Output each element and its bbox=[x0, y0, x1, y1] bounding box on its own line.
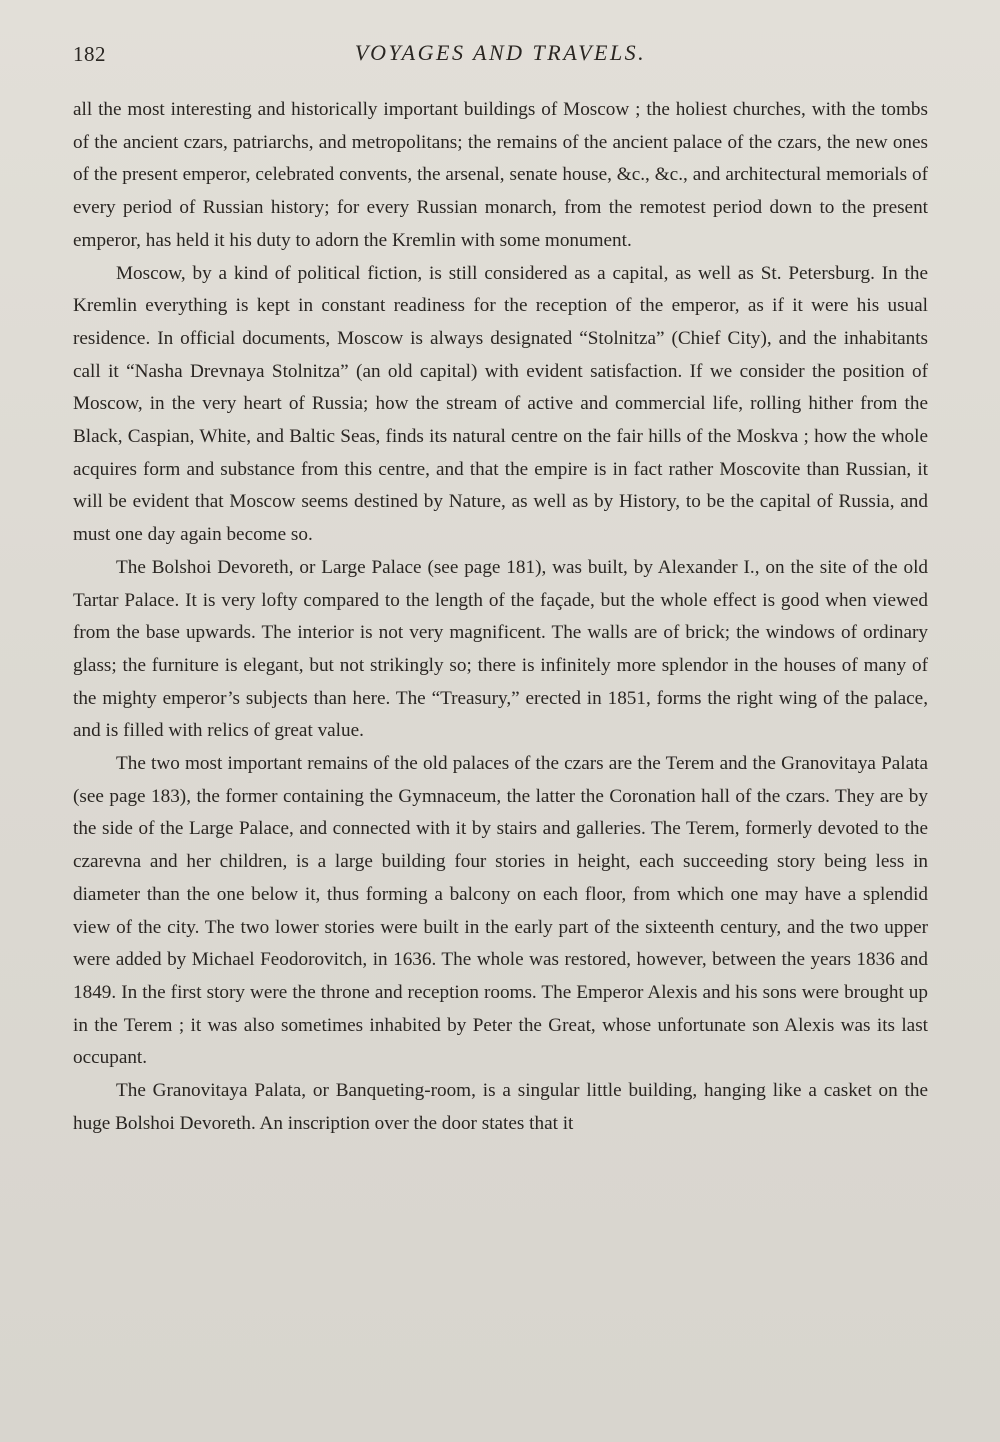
paragraph-bolshoi-devoreth: The Bolshoi Devoreth, or Large Palace (see page 181), was built, by Alexander I., on the site of the old Tartar Palace. It is very lofty compared to the length of the façade, but the whole effect is good when viewed from the base upwards. The interior is not very magnificent. The walls are of brick; the windows of ordinary glass; the furniture is elegant, but not strikingly so; there is infinitely more splendor in the houses of many of the mighty emperor’s subjects than here. The “Treasury,” erected in 1851, forms the right wing of the palace, and is filled with relics of great value. bbox=[73, 556, 928, 742]
page-number: 182 bbox=[73, 42, 106, 66]
paragraph-terem-granovitaya: The two most important remains of the old palaces of the czars are the Terem and the Granovitaya Palata (see page 183), the former containing the Gymnaceum, the latter the Coronation hall of the czars. They are by the side of the Large Palace, and connected with it by stairs and galleries. The Terem, formerly devoted to the czarevna and her children, is a large building four stories in height, each succeeding story being less in diameter than the one below it, thus forming a balcony on each floor, from which one may have a splendid view of the city. The two lower stories were built in the early part of the sixteenth century, and the two upper were added by Michael Feodorovitch, in 1636. The whole was restored, however, between the years 1836 and 1849. In the first story were the throne and reception rooms. The Emperor Alexis and his sons were brought up in the Terem ; it was also sometimes inhabited by Peter the Great, whose unfortunate son Alexis was its last occupant. bbox=[73, 753, 928, 1069]
paragraph-moscow-capital: Moscow, by a kind of political fiction, is still considered as a capital, as well as St. Petersburg. In the Kremlin everything is kept in constant readiness for the reception of the emperor, as if it were his usual residence. In official documents, Moscow is always designated “Stolnitza” (Chief City), and the inhabitants call it “Nasha Drevnaya Stolnitza” (an old capital) with evident satisfaction. If we consider the position of Moscow, in the very heart of Russia; how the stream of active and commercial life, rolling hither from the Black, Caspian, White, and Baltic Seas, finds its natural centre on the fair hills of the Moskva ; how the whole acquires form and substance from this centre, and that the empire is in fact rather Moscovite than Russian, it will be evident that Moscow seems destined by Nature, as well as by History, to be the capital of Russia, and must one day again become so. bbox=[73, 262, 928, 546]
body-text bbox=[73, 94, 928, 1141]
running-head: VOYAGES AND TRAVELS. bbox=[354, 40, 647, 65]
page-header bbox=[73, 38, 928, 74]
paragraph-continued: all the most interesting and historically important buildings of Moscow ; the holiest churches, with the tombs of the ancient czars, patriarchs, and metropolitans; the remains of the ancient palace of the czars, the new ones of the present emperor, celebrated convents, the arsenal, senate house, &c., &c., and architectural memorials of every period of Russian history; for every Russian monarch, from the remotest period down to the present emperor, has held it his duty to adorn the Kremlin with some monument. bbox=[73, 99, 928, 251]
paragraph-banqueting-room: The Granovitaya Palata, or Banqueting-room, is a singular little building, hanging like a casket on the huge Bolshoi Devoreth. An inscription over the door states that it bbox=[73, 1080, 928, 1134]
